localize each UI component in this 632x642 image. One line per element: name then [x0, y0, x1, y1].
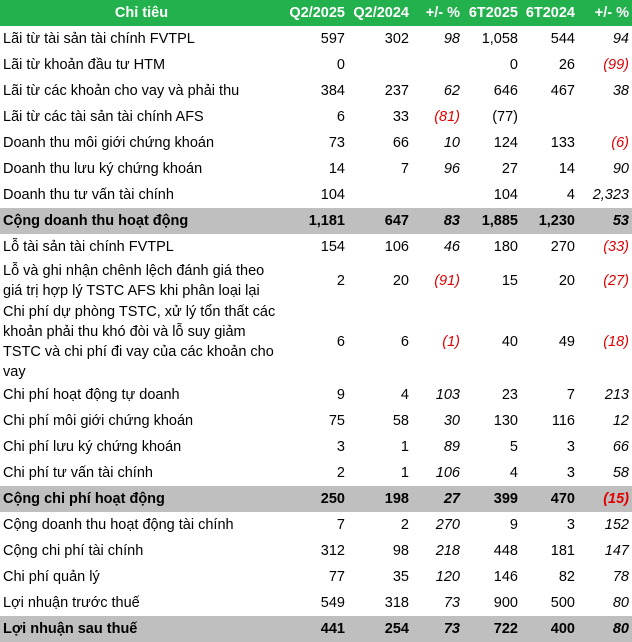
cell-half-year-change-pct: 90	[612, 161, 629, 177]
cell-q2-2025: 2	[336, 273, 345, 289]
cell-6t2024: 49	[558, 334, 575, 350]
table-total-row	[0, 616, 632, 642]
header-quarter-change-pct: +/- %	[412, 0, 463, 26]
cell-quarter-change-pct: 270	[435, 517, 460, 533]
cell-q2-2025: 75	[328, 413, 345, 429]
cell-q2-2024: 1	[400, 465, 409, 481]
cell-half-year-change-pct: 147	[604, 543, 629, 559]
cell-q2-2024: 20	[392, 273, 409, 289]
cell-half-year-change-pct: (33)	[603, 239, 629, 255]
cell-q2-2025: 7	[336, 517, 345, 533]
cell-q2-2024: 302	[384, 31, 409, 47]
header-row	[0, 0, 632, 26]
cell-q2-2025: 6	[336, 109, 345, 125]
table-row	[0, 260, 632, 302]
table-header	[0, 0, 632, 26]
cell-6t2024	[521, 104, 578, 130]
table-row	[0, 130, 632, 156]
cell-half-year-change-pct: 53	[578, 208, 632, 234]
cell-q2-2025: 14	[328, 161, 345, 177]
cell-6t2025: 146	[493, 569, 518, 585]
row-label: Lợi nhuận sau thuế	[0, 616, 283, 642]
cell-6t2025: 9	[509, 517, 518, 533]
cell-6t2025: 900	[493, 595, 518, 611]
row-label: Lỗ tài sản tài chính FVTPL	[3, 239, 174, 255]
cell-half-year-change-pct: (18)	[603, 334, 629, 350]
cell-6t2025: 448	[493, 543, 518, 559]
cell-6t2025: 5	[509, 439, 518, 455]
header-6t2024: 6T2024	[521, 0, 578, 26]
table-row	[0, 434, 632, 460]
cell-6t2024: 116	[551, 413, 575, 429]
cell-6t2025: 1,058	[481, 31, 518, 47]
cell-quarter-change-pct: 120	[435, 569, 460, 585]
cell-q2-2024	[348, 52, 412, 78]
cell-q2-2024	[348, 182, 412, 208]
table-row	[0, 460, 632, 486]
table-body	[0, 26, 632, 642]
cell-q2-2024: 6	[400, 334, 409, 350]
cell-q2-2025: 9	[336, 387, 345, 403]
cell-6t2025: 27	[501, 161, 518, 177]
cell-6t2024: 14	[558, 161, 575, 177]
cell-6t2024: 133	[550, 135, 575, 151]
cell-q2-2025: 6	[336, 334, 345, 350]
cell-6t2025: 104	[493, 187, 518, 203]
cell-quarter-change-pct: (1)	[442, 334, 460, 350]
cell-q2-2024: 254	[348, 616, 412, 642]
cell-6t2025: 180	[493, 239, 518, 255]
row-label: Chi phí tư vấn tài chính	[3, 465, 153, 481]
cell-6t2025: 124	[493, 135, 518, 151]
row-label: Cộng chi phí tài chính	[3, 543, 144, 559]
cell-6t2025: 722	[463, 616, 521, 642]
cell-half-year-change-pct: (99)	[603, 57, 629, 73]
cell-quarter-change-pct: 106	[435, 465, 460, 481]
cell-6t2024: 1,230	[521, 208, 578, 234]
cell-q2-2024: 318	[384, 595, 409, 611]
table-row	[0, 26, 632, 52]
cell-q2-2024: 7	[400, 161, 409, 177]
cell-6t2025: 40	[501, 334, 518, 350]
cell-q2-2025: 549	[320, 595, 345, 611]
row-label: Lãi từ khoản đầu tư HTM	[3, 57, 166, 73]
table-row	[0, 156, 632, 182]
cell-quarter-change-pct: 46	[443, 239, 460, 255]
header-q2-2025: Q2/2025	[283, 0, 348, 26]
cell-6t2024: 500	[550, 595, 575, 611]
header-half-year-change-pct: +/- %	[578, 0, 632, 26]
cell-quarter-change-pct: 96	[443, 161, 460, 177]
cell-6t2024: 3	[566, 517, 575, 533]
cell-6t2024: 4	[566, 187, 575, 203]
cell-q2-2024: 106	[384, 239, 409, 255]
table-total-row	[0, 486, 632, 512]
row-label: Doanh thu môi giới chứng khoán	[3, 135, 215, 151]
table-row	[0, 512, 632, 538]
cell-q2-2024: 98	[392, 543, 409, 559]
row-label: Cộng doanh thu hoạt động tài chính	[3, 517, 234, 533]
cell-quarter-change-pct	[412, 182, 463, 208]
cell-6t2025: 399	[463, 486, 521, 512]
cell-6t2024: 467	[550, 83, 575, 99]
table-row	[0, 590, 632, 616]
cell-quarter-change-pct: (91)	[434, 273, 460, 289]
table-row	[0, 52, 632, 78]
header-label-indicator: Chỉ tiêu	[0, 0, 283, 26]
table-row	[0, 104, 632, 130]
cell-half-year-change-pct: 58	[612, 465, 629, 481]
cell-6t2025: (77)	[492, 109, 518, 125]
row-label: Lỗ và ghi nhận chênh lệch đánh giá theo giá trị hợp lý TSTC AFS khi phân loại lại	[3, 263, 265, 299]
cell-q2-2025: 154	[320, 239, 345, 255]
cell-q2-2024: 4	[400, 387, 409, 403]
cell-quarter-change-pct: (81)	[434, 109, 460, 125]
cell-quarter-change-pct: 103	[435, 387, 460, 403]
row-label: Cộng doanh thu hoạt động	[0, 208, 283, 234]
cell-half-year-change-pct: 2,323	[592, 187, 629, 203]
row-label: Chi phí hoạt động tự doanh	[3, 387, 180, 403]
table-total-row	[0, 208, 632, 234]
cell-6t2025: 1,885	[463, 208, 521, 234]
row-label: Doanh thu tư vấn tài chính	[3, 187, 174, 203]
cell-6t2024: 181	[550, 543, 575, 559]
cell-half-year-change-pct: 80	[612, 595, 629, 611]
cell-half-year-change-pct: (27)	[603, 273, 629, 289]
cell-quarter-change-pct: 62	[443, 83, 460, 99]
table-row	[0, 234, 632, 260]
cell-6t2024: 3	[566, 439, 575, 455]
cell-quarter-change-pct: 73	[443, 595, 460, 611]
cell-6t2024: 400	[521, 616, 578, 642]
row-label: Lãi từ các khoản cho vay và phải thu	[3, 83, 240, 99]
cell-6t2024: 3	[566, 465, 575, 481]
cell-q2-2025: 73	[328, 135, 345, 151]
cell-q2-2025: 250	[283, 486, 348, 512]
cell-6t2025: 130	[493, 413, 518, 429]
cell-6t2025: 646	[493, 83, 518, 99]
table-row	[0, 538, 632, 564]
cell-quarter-change-pct: 83	[412, 208, 463, 234]
cell-6t2024: 82	[558, 569, 575, 585]
cell-quarter-change-pct: 73	[412, 616, 463, 642]
cell-q2-2024: 237	[384, 83, 409, 99]
table-row	[0, 182, 632, 208]
cell-quarter-change-pct: 10	[443, 135, 460, 151]
cell-q2-2024: 2	[400, 517, 409, 533]
cell-q2-2025: 0	[336, 57, 345, 73]
cell-6t2024: 470	[521, 486, 578, 512]
cell-q2-2024: 198	[348, 486, 412, 512]
table-row	[0, 408, 632, 434]
cell-quarter-change-pct: 27	[412, 486, 463, 512]
cell-6t2025: 15	[501, 273, 518, 289]
row-label: Chi phí dự phòng TSTC, xử lý tổn thất các khoản phải thu khó đòi và lỗ suy giảm TSTC và chi phí đi vay của các khoản cho vay	[3, 304, 276, 380]
cell-q2-2024: 647	[348, 208, 412, 234]
row-label: Lợi nhuận trước thuế	[3, 595, 140, 611]
cell-half-year-change-pct: 12	[612, 413, 629, 429]
cell-quarter-change-pct	[412, 52, 463, 78]
row-label: Lãi từ các tài sản tài chính AFS	[3, 109, 204, 125]
cell-quarter-change-pct: 30	[443, 413, 460, 429]
cell-quarter-change-pct: 89	[443, 439, 460, 455]
cell-6t2025: 23	[501, 387, 518, 403]
cell-q2-2024: 58	[392, 413, 409, 429]
table-row	[0, 564, 632, 590]
cell-q2-2025: 384	[320, 83, 345, 99]
cell-q2-2025: 312	[320, 543, 345, 559]
header-q2-2024: Q2/2024	[348, 0, 412, 26]
cell-q2-2025: 77	[328, 569, 345, 585]
cell-half-year-change-pct: 213	[604, 387, 629, 403]
row-label: Chi phí quản lý	[3, 569, 100, 585]
cell-6t2025: 0	[509, 57, 518, 73]
cell-half-year-change-pct: 80	[578, 616, 632, 642]
cell-half-year-change-pct: 152	[604, 517, 629, 533]
cell-q2-2024: 1	[400, 439, 409, 455]
row-label: Lãi từ tài sản tài chính FVTPL	[3, 31, 195, 47]
cell-quarter-change-pct: 218	[435, 543, 460, 559]
cell-q2-2025: 1,181	[283, 208, 348, 234]
table-row	[0, 302, 632, 382]
table-row	[0, 382, 632, 408]
cell-q2-2025: 441	[283, 616, 348, 642]
cell-half-year-change-pct	[578, 104, 632, 130]
row-label: Doanh thu lưu ký chứng khoán	[3, 161, 203, 177]
row-label: Chi phí lưu ký chứng khoán	[3, 439, 182, 455]
cell-q2-2025: 2	[336, 465, 345, 481]
cell-q2-2025: 104	[320, 187, 345, 203]
cell-half-year-change-pct: 78	[612, 569, 629, 585]
cell-half-year-change-pct: 94	[612, 31, 629, 47]
cell-6t2024: 270	[550, 239, 575, 255]
cell-half-year-change-pct: 38	[612, 83, 629, 99]
row-label: Chi phí môi giới chứng khoán	[3, 413, 194, 429]
cell-half-year-change-pct: (6)	[611, 135, 629, 151]
header-6t2025: 6T2025	[463, 0, 521, 26]
cell-q2-2024: 33	[392, 109, 409, 125]
cell-6t2024: 544	[550, 31, 575, 47]
cell-6t2024: 26	[558, 57, 575, 73]
cell-q2-2025: 3	[336, 439, 345, 455]
row-label: Cộng chi phí hoạt động	[0, 486, 283, 512]
cell-6t2024: 7	[566, 387, 575, 403]
cell-q2-2024: 66	[392, 135, 409, 151]
cell-6t2025: 4	[509, 465, 518, 481]
cell-q2-2025: 597	[320, 31, 345, 47]
cell-quarter-change-pct: 98	[443, 31, 460, 47]
cell-half-year-change-pct: 66	[612, 439, 629, 455]
cell-6t2024: 20	[558, 273, 575, 289]
cell-q2-2024: 35	[392, 569, 409, 585]
cell-half-year-change-pct: (15)	[578, 486, 632, 512]
table-row	[0, 78, 632, 104]
